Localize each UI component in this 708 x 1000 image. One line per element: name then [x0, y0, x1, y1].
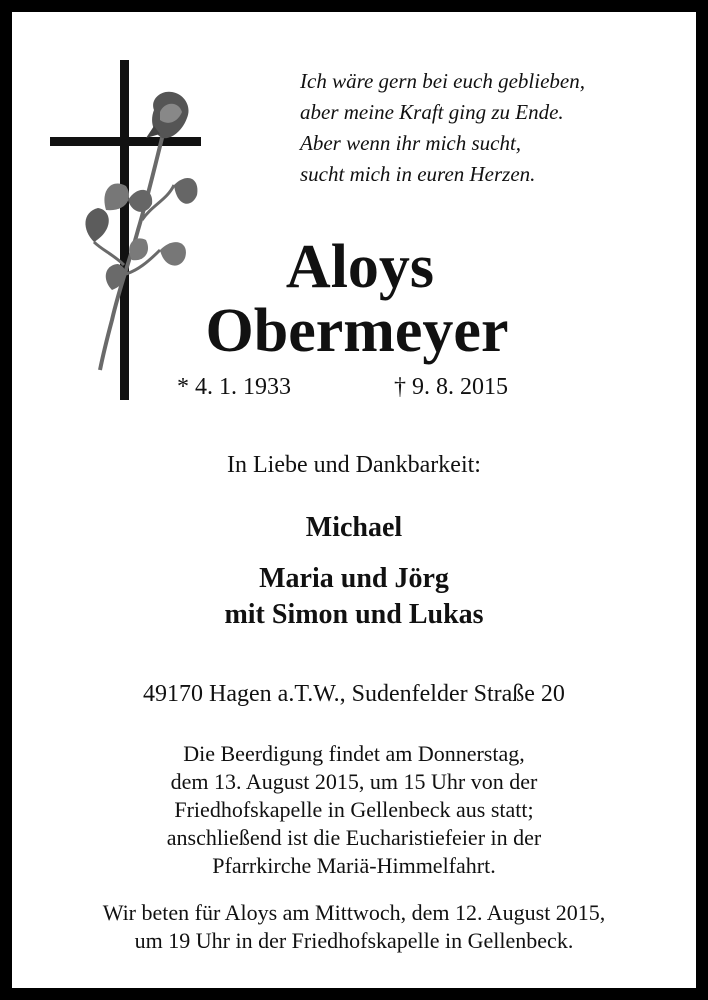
family-member: Maria und Jörg: [259, 563, 449, 594]
funeral-line: anschließend ist die Eucharistiefeier in der: [166, 825, 542, 850]
memorial-quote: [300, 66, 680, 190]
funeral-line: Pfarrkirche Mariä-Himmelfahrt.: [212, 853, 496, 878]
quote-line: Ich wäre gern bei euch geblieben,: [300, 69, 585, 93]
family-member: mit Simon und Lukas: [224, 599, 484, 630]
funeral-line: Die Beerdigung findet am Donnerstag,: [183, 741, 525, 766]
family-member: Michael: [305, 512, 403, 543]
birth-date: * 4. 1. 1933: [177, 374, 291, 400]
obituary-card: [12, 12, 696, 988]
funeral-line: Friedhofskapelle in Gellenbeck aus statt;: [174, 797, 534, 822]
prayer-line: Wir beten für Aloys am Mittwoch, dem 12. August 2015,: [102, 900, 606, 925]
prayer-details: [12, 899, 696, 955]
prayer-line: um 19 Uhr in der Friedhofskapelle in Gellenbeck.: [134, 928, 574, 953]
family-address: 49170 Hagen a.T.W., Sudenfelder Straße 20: [143, 681, 565, 707]
death-date: † 9. 8. 2015: [394, 374, 508, 400]
dedication-line: In Liebe und Dankbarkeit:: [227, 452, 481, 478]
deceased-first-name: Aloys: [285, 233, 435, 301]
quote-line: aber meine Kraft ging zu Ende.: [300, 100, 564, 124]
deceased-last-name: Obermeyer: [205, 297, 509, 365]
funeral-line: dem 13. August 2015, um 15 Uhr von der: [170, 769, 538, 794]
quote-line: Aber wenn ihr mich sucht,: [300, 131, 522, 155]
funeral-details: [12, 740, 696, 880]
quote-line: sucht mich in euren Herzen.: [300, 162, 536, 186]
